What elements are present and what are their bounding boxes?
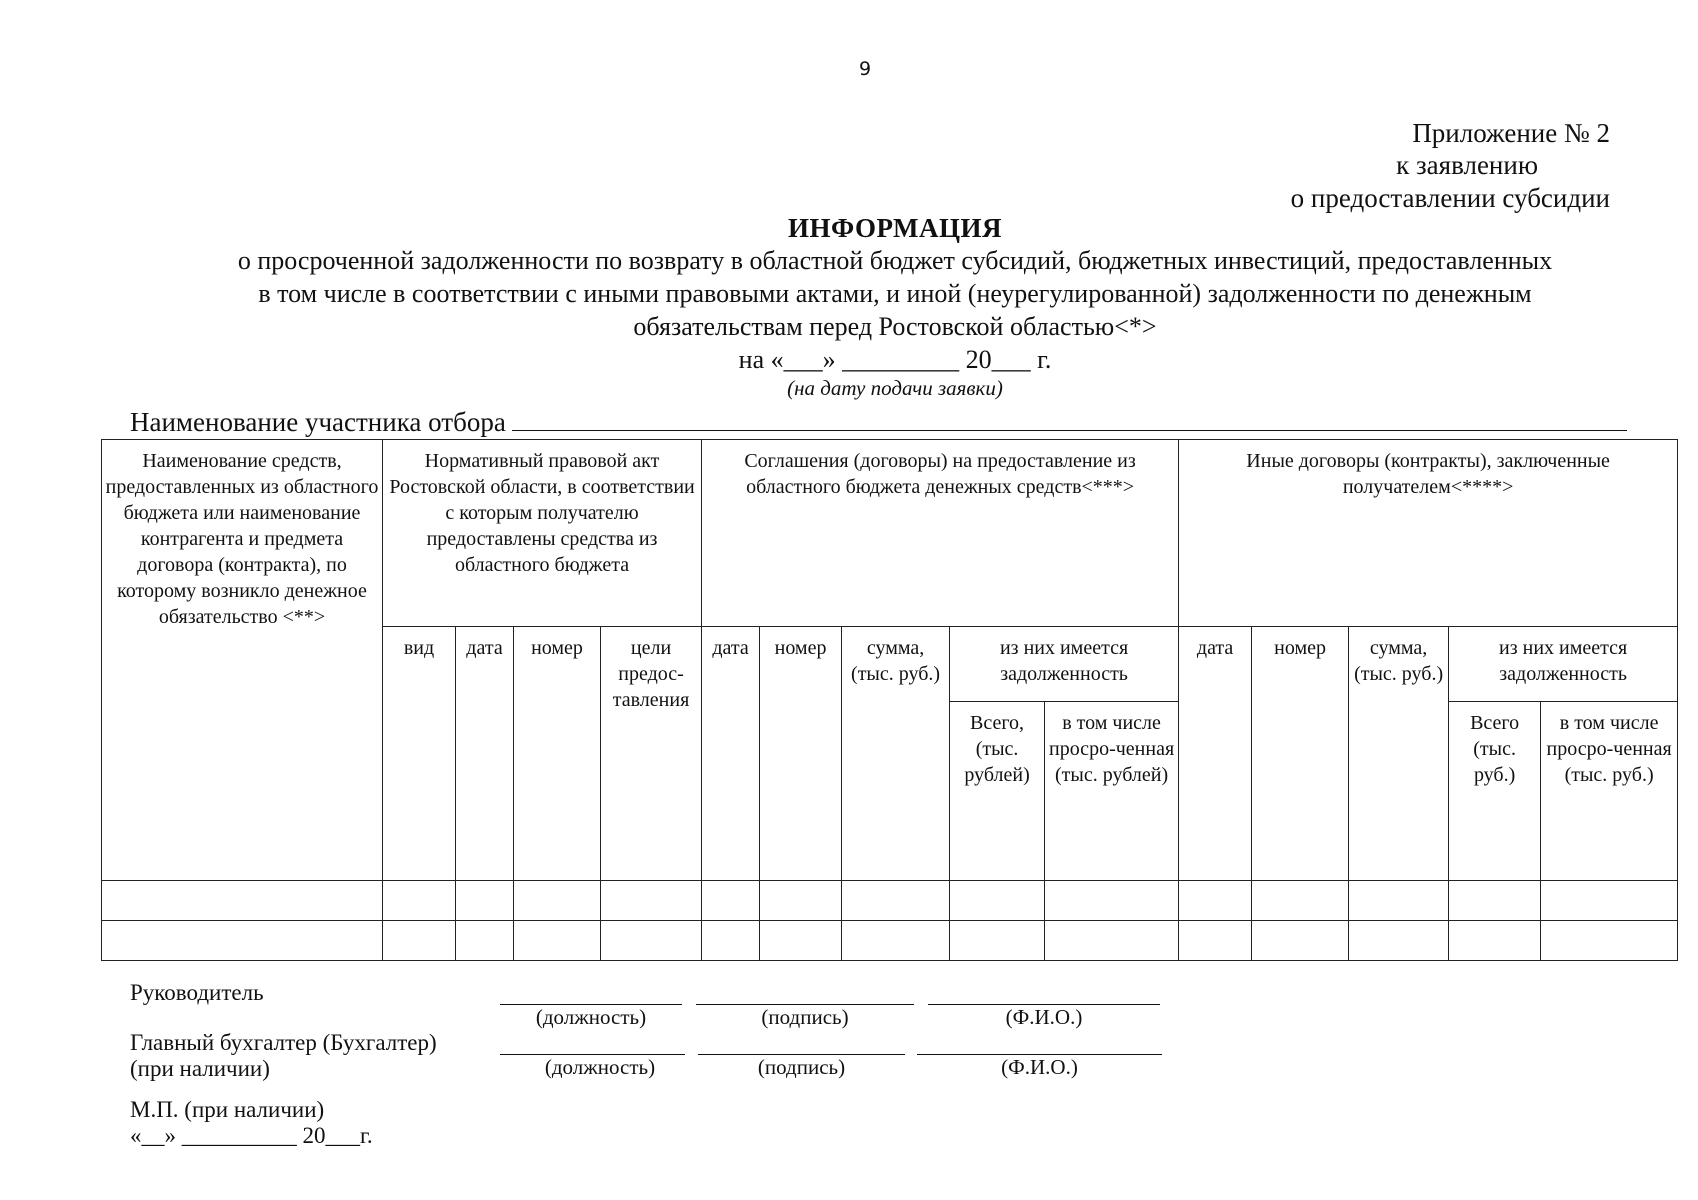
table-cell[interactable] — [1045, 921, 1179, 961]
title-block — [0, 212, 1698, 400]
table-cell[interactable] — [514, 921, 601, 961]
table-cell[interactable] — [950, 881, 1045, 921]
header-g2-debt: из них имеется задолженность — [950, 627, 1179, 702]
date-line: на «___» _________ 20___ г. — [738, 345, 1052, 374]
table-cell[interactable] — [456, 881, 514, 921]
table-cell[interactable] — [456, 921, 514, 961]
table-cell[interactable] — [383, 921, 456, 961]
table-cell[interactable] — [1541, 921, 1678, 961]
header-g3-date: дата — [1179, 627, 1252, 881]
accountant-label: Главный бухгалтер (Бухгалтер) — [130, 1030, 437, 1055]
head-name-caption: (Ф.И.О.) — [1005, 1005, 1083, 1029]
header-g2-date: дата — [702, 627, 760, 881]
header-g3-debt-overdue: в том числе просро-ченная (тыс. руб.) — [1541, 702, 1678, 881]
date-note: (на дату подачи заявки) — [787, 376, 1003, 400]
header-agreements: Соглашения (договоры) на предоставление из областного бюджета денежных средств<***> — [702, 440, 1179, 627]
document-title: ИНФОРМАЦИЯ — [788, 213, 1002, 243]
appendix-line-3: о предоставлении субсидии — [1290, 183, 1610, 213]
header-legal-act: Нормативный правовой акт Ростовской области, в соответствии с которым получателю предоставлены средства из областного бюджета — [383, 440, 702, 627]
header-g2-sum: сумма, (тыс. руб.) — [842, 627, 950, 881]
table-cell[interactable] — [760, 921, 842, 961]
accountant-label-note: (при наличии) — [130, 1056, 270, 1081]
table-row — [102, 921, 1678, 961]
appendix-line-2: к заявлению — [1396, 150, 1538, 180]
header-g3-sum: сумма, (тыс. руб.) — [1349, 627, 1449, 881]
table-cell[interactable] — [1449, 881, 1541, 921]
table-cell[interactable] — [842, 921, 950, 961]
subtitle-line-2: в том числе в соответствии с иными правовыми актами, и иной (неурегулированной) задолженности по денежным — [258, 279, 1532, 308]
participant-label: Наименование участника отбора — [130, 407, 506, 437]
table-cell[interactable] — [1045, 881, 1179, 921]
table-cell[interactable] — [1179, 921, 1252, 961]
header-g2-debt-total: Всего, (тыс. рублей) — [950, 702, 1045, 881]
table-cell[interactable] — [1179, 881, 1252, 921]
table-cell[interactable] — [950, 921, 1045, 961]
head-label: Руководитель — [130, 980, 264, 1005]
table-cell[interactable] — [842, 881, 950, 921]
page-number: 9 — [858, 58, 872, 80]
table-row — [102, 881, 1678, 921]
participant-input-line[interactable] — [512, 408, 1627, 431]
accountant-signature-caption: (подпись) — [757, 1055, 846, 1079]
header-g2-number: номер — [760, 627, 842, 881]
table-cell[interactable] — [1541, 881, 1678, 921]
table-cell[interactable] — [1449, 921, 1541, 961]
table-cell[interactable] — [601, 881, 702, 921]
table-cell[interactable] — [760, 881, 842, 921]
header-g1-date: дата — [456, 627, 514, 881]
table-cell[interactable] — [601, 921, 702, 961]
subtitle-line-1: о просроченной задолженности по возврату в областной бюджет субсидий, бюджетных инвестиций, предоставленных — [237, 246, 1553, 275]
table-cell[interactable] — [514, 881, 601, 921]
accountant-name-caption: (Ф.И.О.) — [1001, 1055, 1078, 1079]
header-g2-debt-overdue: в том числе просро-ченная (тыс. рублей) — [1045, 702, 1179, 881]
participant-field — [130, 407, 1627, 438]
stamp-label: М.П. (при наличии) — [130, 1097, 325, 1122]
table-cell[interactable] — [102, 921, 383, 961]
header-g1-number: номер — [514, 627, 601, 881]
appendix-line-1: Приложение № 2 — [1412, 118, 1610, 148]
header-g3-debt-total: Всего (тыс. руб.) — [1449, 702, 1541, 881]
signing-date: «__» __________ 20___г. — [130, 1123, 373, 1148]
head-position-caption: (должность) — [535, 1005, 647, 1029]
table-cell[interactable] — [102, 881, 383, 921]
header-other-contracts: Иные договоры (контракты), заключенные получателем<****> — [1179, 440, 1678, 627]
debt-table — [101, 439, 1678, 961]
header-g3-number: номер — [1252, 627, 1349, 881]
accountant-position-caption: (должность) — [544, 1055, 656, 1079]
subtitle-line-3: обязательствам перед Ростовской областью<*> — [633, 312, 1157, 341]
header-funds-name: Наименование средств, предоставленных из областного бюджета или наименование контрагента и предмета договора (контракта), по которому возникло денежное обязательство <**> — [102, 440, 383, 881]
table-cell[interactable] — [1349, 921, 1449, 961]
table-cell[interactable] — [702, 921, 760, 961]
table-cell[interactable] — [1349, 881, 1449, 921]
table-cell[interactable] — [702, 881, 760, 921]
header-g3-debt: из них имеется задолженность — [1449, 627, 1678, 702]
header-g1-purpose: цели предос-тавления — [601, 627, 702, 881]
head-signature-caption: (подпись) — [761, 1005, 849, 1029]
table-cell[interactable] — [1252, 921, 1349, 961]
table-cell[interactable] — [1252, 881, 1349, 921]
table-cell[interactable] — [383, 881, 456, 921]
header-g1-type: вид — [383, 627, 456, 881]
